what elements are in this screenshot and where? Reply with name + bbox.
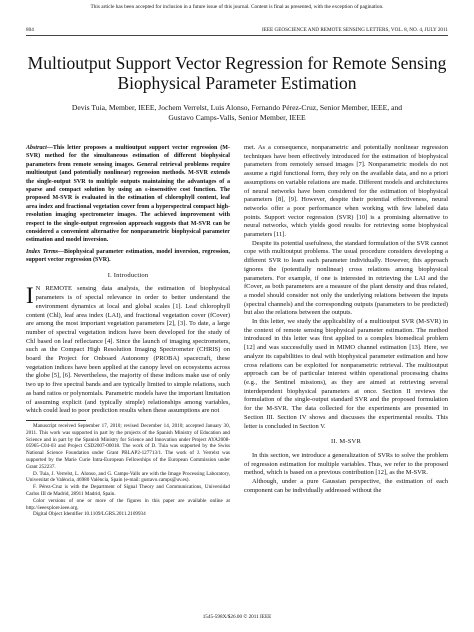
footnote-affiliation-1: D. Tuia, J. Verrelst, L. Alonso, and G. Camps-Valls are with the Image Processing Laboratory, Universitat de València, 46980 València, Spain (e-mail: gustavo.camps@uv.es). <box>26 470 230 484</box>
index-terms-text: —Biophysical parameter estimation, model inversion, regression, support vector regression (SVR). <box>26 248 230 264</box>
left-column <box>26 144 230 518</box>
right-column <box>244 144 448 495</box>
footnote-color-versions: Color versions of one or more of the figures in this paper are available online at http://ieeexplore.ieee.org. <box>26 497 230 511</box>
author-list <box>26 103 448 123</box>
abstract-text: —This letter proposes a multioutput support vector regression (M-SVR) method for the simultaneous estimation of different biophysical parameters from remote sensing images. General retrieval problems require multioutput (and potentially nonlinear) regression methods. M-SVR extends the single-output SVR to multiple outputs maintaining the advantages of a sparse and compact solution by using an ε-insensitive cost function. The proposed M-SVR is evaluated in the estimation of chlorophyll content, leaf area index and fractional vegetation cover from a hyperspectral compact high-resolution imaging spectrometer images. The achieved improvement with respect to the single-output regression approach suggests that M-SVR can be considered a convenient alternative for nonparametric biophysical parameter estimation and model inversion. <box>26 145 230 244</box>
journal-header: IEEE GEOSCIENCE AND REMOTE SENSING LETTERS, VOL. 8, NO. 4, JULY 2011 <box>261 27 448 33</box>
author-line-2: Gustavo Camps-Valls, Senior Member, IEEE <box>168 113 306 122</box>
header-rule <box>26 35 448 36</box>
body-paragraph-2: Despite its potential usefulness, the standard formulation of the SVR cannot cope with multioutput problems. The usual procedure considers developing a different SVR to learn each parameter individually. However, this approach ignores the (potentially nonlinear) cross relations among biophysical parameters. For example, if one is interested in retrieving the LAI and the fCover, as both parameters are a measure of the plant density and thus related, a model should consider not only the underlying relations between the inputs (spectral channels) and the corresponding outputs (parameters to be predicted) but also the relations between the outputs. <box>244 239 448 317</box>
author-line-1: Devis Tuia, Member, IEEE, Jochem Verrelst, Luis Alonso, Fernando Pérez-Cruz, Senior Member, IEEE, and <box>71 103 403 112</box>
section-heading-msvr: II. M-SVR <box>331 438 361 446</box>
footnote-rule <box>26 420 86 421</box>
body-paragraph-4: In this section, we introduce a generalization of SVRs to solve the problem of regression estimation for multiple variables. Thus, we refer to the proposed method, which is based on a previous contribution [12], as the M-SVR. <box>244 451 448 477</box>
body-paragraph-1: met. As a consequence, nonparametric and potentially nonlinear regression techniques have been effectively introduced for the estimation of biophysical parameters from remotely sensed images [7]. Nonparametric models do not assume a rigid functional form, they rely on the available data, and no a priori assumptions on variable relations are made. Different models and architectures of neural networks have been considered for the estimation of biophysical parameters [8], [9]. However, despite their potential effectiveness, neural networks offer a poor performance when working with few labeled data points. Support vector regression (SVR) [10] is a promising alternative to neural networks, which yields good results for retrieving some biophysical parameters [11]. <box>244 144 448 239</box>
intro-paragraph-text: N REMOTE sensing data analysis, the estimation of biophysical parameters is of special relevance in order to better understand the environment dynamics at local and global scales [1]. Leaf chlorophyll content (Chl), leaf area index (LAI), and fractional vegetation cover (fCover) are among the most important vegetation parameters [2], [3]. To date, a large number of spectral vegetation indices have been developed for the study of Chl based on leaf reflectance [4]. Since the launch of imaging spectrometers, such as the Compact High Resolution Imaging Spectrometer (CHRIS) on board the Project for Onboard Autonomy (PROBA) spacecraft, these vegetation indices have been applied at the canopy level on ecosystems across the globe [5], [6]. Nevertheless, the majority of these indices make use of only two up to five spectral bands and are typically limited to simple relations, such as band ratios or polynomials. Parametric models have the important limitation of assuming explicit (and typically simple) relationships among variables, which could lead to poor prediction results when these assumptions are not <box>26 285 230 415</box>
body-paragraph-5: Although, under a pure Gaussian perspective, the estimation of each component can be individually addressed without the <box>244 478 448 494</box>
footnote-manuscript: Manuscript received September 17, 2010; revised December 14, 2010; accepted January 30, 2011. This work was supported in part by the projects of the Spanish Ministry of Education and Science and in part by the Spanish Ministry for Science and Innovation under Project AYA2008-05965-C04-03 and Project CSD2007-00018. The work of D. Tuia was supported by the Swiss National Science Foundation under Grant PBLAP2-127713/1. The work of J. Verrelst was supported by the Marie Curie Intra-European Fellowships of the European Commission under Grant 252237. <box>26 422 230 470</box>
abstract <box>26 144 230 245</box>
footnote-doi: Digital Object Identifier 10.1109/LGRS.2011.2109934 <box>33 511 146 518</box>
page-number: 804 <box>26 27 34 33</box>
footnotes <box>26 420 230 518</box>
acceptance-banner: This article has been accepted for inclusion in a future issue of this journal. Content is final as presented, with the exception of pagination. <box>90 4 384 10</box>
paper-title: Multioutput Support Vector Regression for Remote Sensing Biophysical Parameter Estimation <box>27 53 447 93</box>
abstract-label: Abstract <box>26 145 47 151</box>
index-terms <box>26 248 230 265</box>
intro-paragraph <box>26 285 230 416</box>
copyright-footer: 1545-598X/$26.00 © 2011 IEEE <box>202 614 272 620</box>
drop-cap: I <box>26 283 34 309</box>
footnote-affiliation-2: F. Pérez-Cruz is with the Department of Signal Theory and Communications, Universidad Carlos III de Madrid, 28911 Madrid, Spain. <box>26 484 230 497</box>
body-paragraph-3: In this letter, we study the applicability of a multioutput SVR (M-SVR) in the context of remote sensing biophysical parameter estimation. The method introduced in this letter was first applied to a complex biomedical problem [12] and was successfully used in MIMO channel estimation [13]. Here, we analyze its capabilities to deal with biophysical parameter estimation and how cross relations can be exploited for nonparametric retrieval. The multioutput approach can be of particular interest within operational processing chains (e.g., the Sentinel missions), as they are aimed at retrieving several interdependent biophysical parameters at once. Section II reviews the formulation of the single-output standard SVR and the proposed formulation for the M-SVR. The data collected for the experiments are presented in Section III. Section IV shows and discusses the experimental results. This letter is concluded in Section V. <box>244 318 448 430</box>
section-heading-introduction: I. Introduction <box>107 271 149 279</box>
index-terms-label: Index Terms <box>26 248 58 255</box>
